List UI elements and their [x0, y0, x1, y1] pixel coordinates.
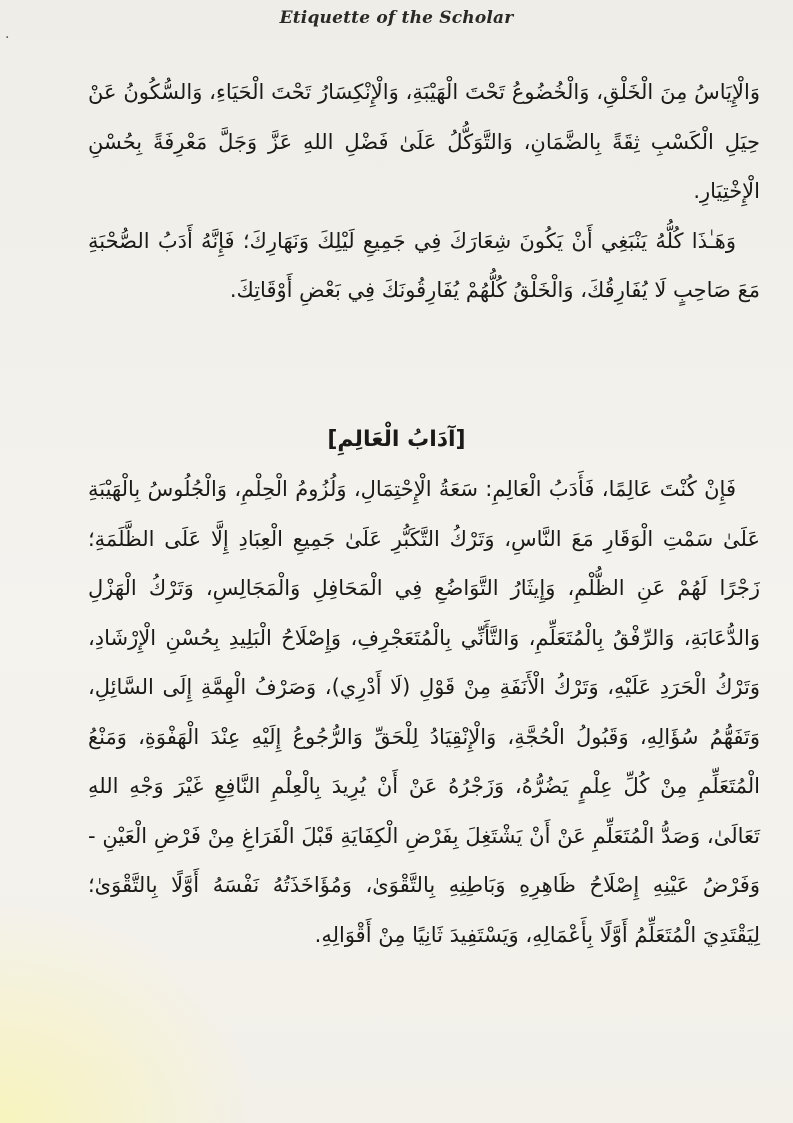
margin-mark: · [5, 30, 10, 46]
body-paragraph: وَهَـٰذَا كُلُّهُ يَنْبَغِي أَنْ يَكُونَ شِعَارَكَ فِي جَمِيعِ لَيْلِكَ وَنَهَارِكَ؛ فَإِنَّهُ أَدَبُ الصُّحْبَةِ مَعَ صَاحِبٍ لَا يُفَارِقُكَ، وَالْخَلْقُ كُلُّهُمْ يُفَارِقُونَكَ فِي بَعْضِ أَوْقَاتِكَ. [88, 228, 760, 302]
section-heading: [آدَابُ الْعَالِمِ] [327, 427, 466, 452]
student-etiquette-section [88, 68, 760, 316]
running-header-title: Etiquette of the Scholar [279, 8, 514, 28]
body-paragraph: وَالْإِيَاسُ مِنَ الْخَلْقِ، وَالْخُضُوعُ تَحْتَ الْهَيْبَةِ، وَالْإِنْكِسَارُ تَحْتَ الْحَيَاءِ، وَالسُّكُونُ عَنْ حِيَلِ الْكَسْبِ ثِقَةً بِالضَّمَانِ، وَالتَّوَكُّلُ عَلَىٰ فَضْلِ اللهِ عَزَّ وَجَلَّ مَعْرِفَةً بِحُسْنِ الْإِخْتِيَارِ. [88, 80, 760, 203]
body-paragraph: فَإِنْ كُنْتَ عَالِمًا، فَأَدَبُ الْعَالِمِ: سَعَةُ الْإِحْتِمَالِ، وَلُزُومُ الْحِلْمِ، وَالْجُلُوسُ بِالْهَيْبَةِ عَلَىٰ سَمْتِ الْوَقَارِ مَعَ النَّاسِ، وَتَرْكُ التَّكَبُّرِ عَلَىٰ جَمِيعِ الْعِبَادِ إِلَّا عَلَى الظَّلَمَةِ؛ زَجْرًا لَهُمْ عَنِ الظُّلْمِ، وَإِيثَارُ التَّوَاضُعِ فِي الْمَحَافِلِ وَالْمَجَالِسِ، وَتَرْكُ الْهَزْلِ وَالدُّعَابَةِ، وَالرِّفْقُ بِالْمُتَعَلِّمِ، وَالتَّأَنِّي بِالْمُتَعَجْرِفِ، وَإِصْلَاحُ الْبَلِيدِ بِحُسْنِ الْإِرْشَادِ، وَتَرْكُ الْحَرَدِ عَلَيْهِ، وَتَرْكُ الْأَنَفَةِ مِنْ قَوْلِ (لَا أَدْرِي)، وَصَرْفُ الْهِمَّةِ إِلَى السَّائِلِ، وَتَفَهُّمُ سُؤَالِهِ، وَقَبُولُ الْحُجَّةِ، وَالْإِنْقِيَادُ لِلْحَقِّ وَالرُّجُوعُ إِلَيْهِ عِنْدَ الْهَفْوَةِ، وَمَنْعُ الْمُتَعَلِّمِ مِنْ كُلِّ عِلْمٍ يَضُرُّهُ، وَزَجْرُهُ عَنْ أَنْ يُرِيدَ بِالْعِلْمِ النَّافِعِ غَيْرَ وَجْهِ اللهِ تَعَالَىٰ، وَصَدُّ الْمُتَعَلِّمِ عَنْ أَنْ يَشْتَغِلَ بِفَرْضِ الْكِفَايَةِ قَبْلَ الْفَرَاغِ مِنْ فَرْضِ الْعَيْنِ - وَفَرْضُ عَيْنِهِ إِصْلَاحُ ظَاهِرِهِ وَبَاطِنِهِ بِالتَّقْوَىٰ، وَمُؤَاخَذَتُهُ نَفْسَهُ أَوَّلًا بِالتَّقْوَىٰ؛ لِيَقْتَدِيَ الْمُتَعَلِّمُ أَوَّلًا بِأَعْمَالِهِ، وَيَسْتَفِيدَ ثَانِيًا مِنْ أَقْوَالِهِ. [88, 477, 760, 947]
scholar-etiquette-section [88, 465, 760, 960]
